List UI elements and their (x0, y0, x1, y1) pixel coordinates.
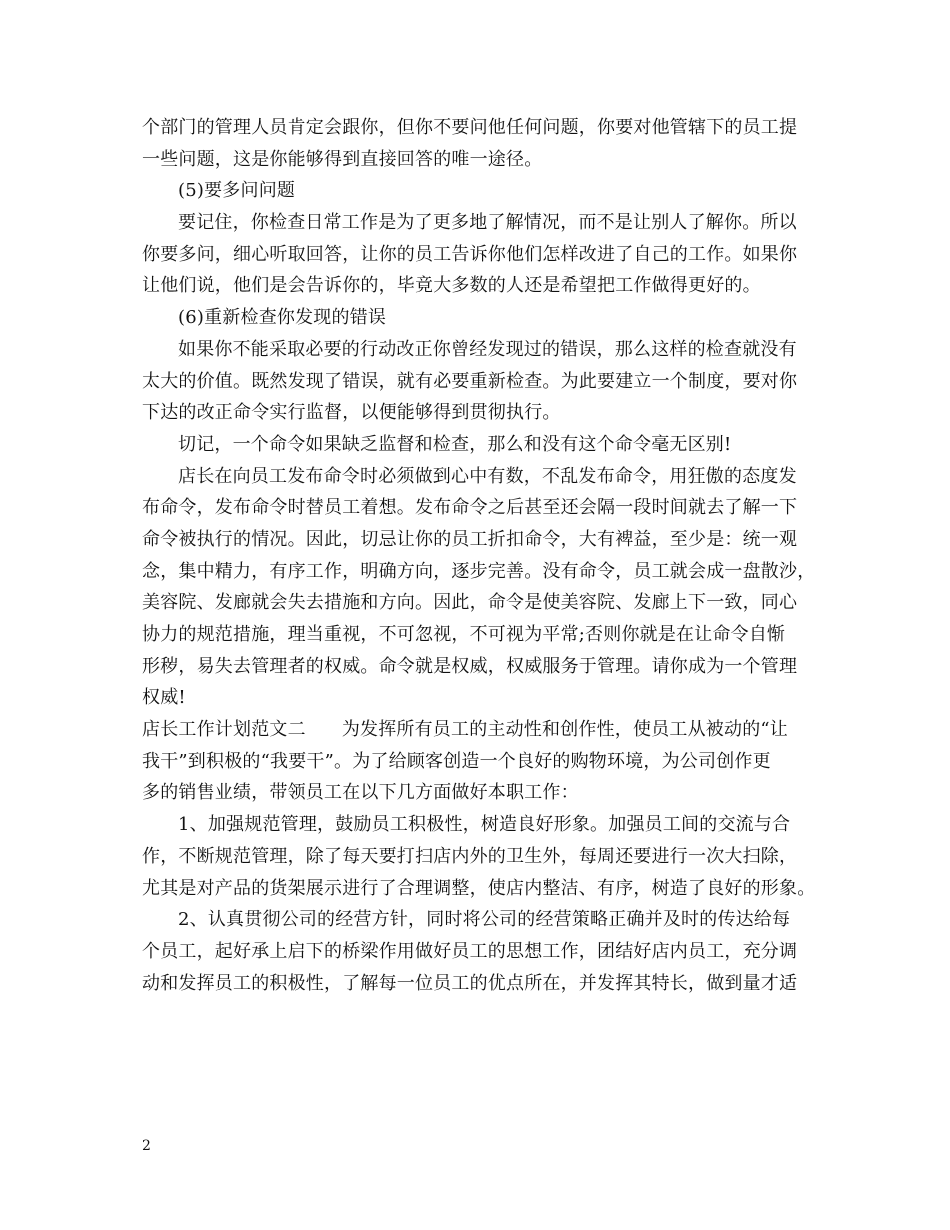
text-line: 2、认真贯彻公司的经营方针，同时将公司的经营策略正确并及时的传达给每 (178, 909, 791, 931)
text-line: 动和发挥员工的积极性，了解每一位员工的优点所在，并发挥其特长，做到量才适 (142, 972, 798, 994)
document-title: 店长工作计划范文二 (142, 719, 306, 741)
body-text (142, 112, 822, 999)
text-line: 下达的改正命令实行监督，以便能够得到贯彻执行。 (142, 402, 561, 424)
text-line: 如果你不能采取必要的行动改正你曾经发现过的错误，那么这样的检查就没有 (178, 338, 797, 360)
text-line: 一些问题，这是你能够得到直接回答的唯一途径。 (142, 148, 543, 170)
text-line: 权威! (142, 687, 186, 709)
text-line: 你要多问，细心听取回答，让你的员工告诉你他们怎样改进了自己的工作。如果你 (142, 243, 798, 265)
page-number: 2 (142, 1138, 151, 1154)
text-line: 协力的规范措施，理当重视，不可忽视，不可视为平常;否则你就是在让命令自惭 (142, 624, 786, 645)
text-line: 命令被执行的情况。因此，切忌让你的员工折扣命令，大有裨益，至少是：统一观 (142, 528, 798, 550)
text-line: 要记住，你检查日常工作是为了更多地了解情况，而不是让别人了解你。所以 (178, 212, 797, 234)
text-line: 念，集中精力，有序工作，明确方向，逐步完善。没有命令，员工就会成一盘散沙， (142, 560, 816, 582)
heading-line (142, 714, 822, 746)
text-line: 个部门的管理人员肯定会跟你，但你不要问他任何问题，你要对他管辖下的员工提 (142, 117, 798, 138)
text-line: 美容院、发廊就会失去措施和方向。因此，命令是使美容院、发廊上下一致，同心 (142, 592, 798, 614)
text-line: 让他们说，他们是会告诉你的，毕竟大多数的人还是希望把工作做得更好的。 (142, 275, 761, 297)
section-heading: (5)要多问问题 (178, 180, 296, 202)
text-line: 尤其是对产品的货架展示进行了合理调整，使店内整洁、有序，树造了良好的形象。 (142, 877, 816, 899)
text-line: 1、加强规范管理，鼓励员工积极性，树造良好形象。加强员工间的交流与合 (178, 814, 791, 836)
text-line: 切记，一个命令如果缺乏监督和检查，那么和没有这个命令毫无区别! (178, 433, 732, 455)
text-line: 店长在向员工发布命令时必须做到心中有数，不乱发布命令，用狂傲的态度发 (178, 465, 797, 487)
text-line: 多的销售业绩，带领员工在以下几方面做好本职工作： (142, 782, 579, 804)
text-line: 作，不断规范管理，除了每天要打扫店内外的卫生外，每周还要进行一次大扫除， (142, 845, 798, 867)
section-heading: (6)重新检查你发现的错误 (178, 307, 387, 329)
text-line: 个员工，起好承上启下的桥梁作用做好员工的思想工作，团结好店内员工，充分调 (142, 940, 798, 962)
intro-text: 为发挥所有员工的主动性和创作性，使员工从被动的“让 (341, 719, 789, 741)
text-line: 布命令，发布命令时替员工着想。发布命令之后甚至还会隔一段时间就去了解一下 (142, 497, 798, 519)
text-line: 我干”到积极的“我要干”。为了给顾客创造一个良好的购物环境，为公司创作更 (142, 750, 771, 772)
text-line: 太大的价值。既然发现了错误，就有必要重新检查。为此要建立一个制度，要对你 (142, 370, 798, 392)
text-line: 形秽，易失去管理者的权威。命令就是权威，权威服务于管理。请你成为一个管理 (142, 655, 798, 677)
